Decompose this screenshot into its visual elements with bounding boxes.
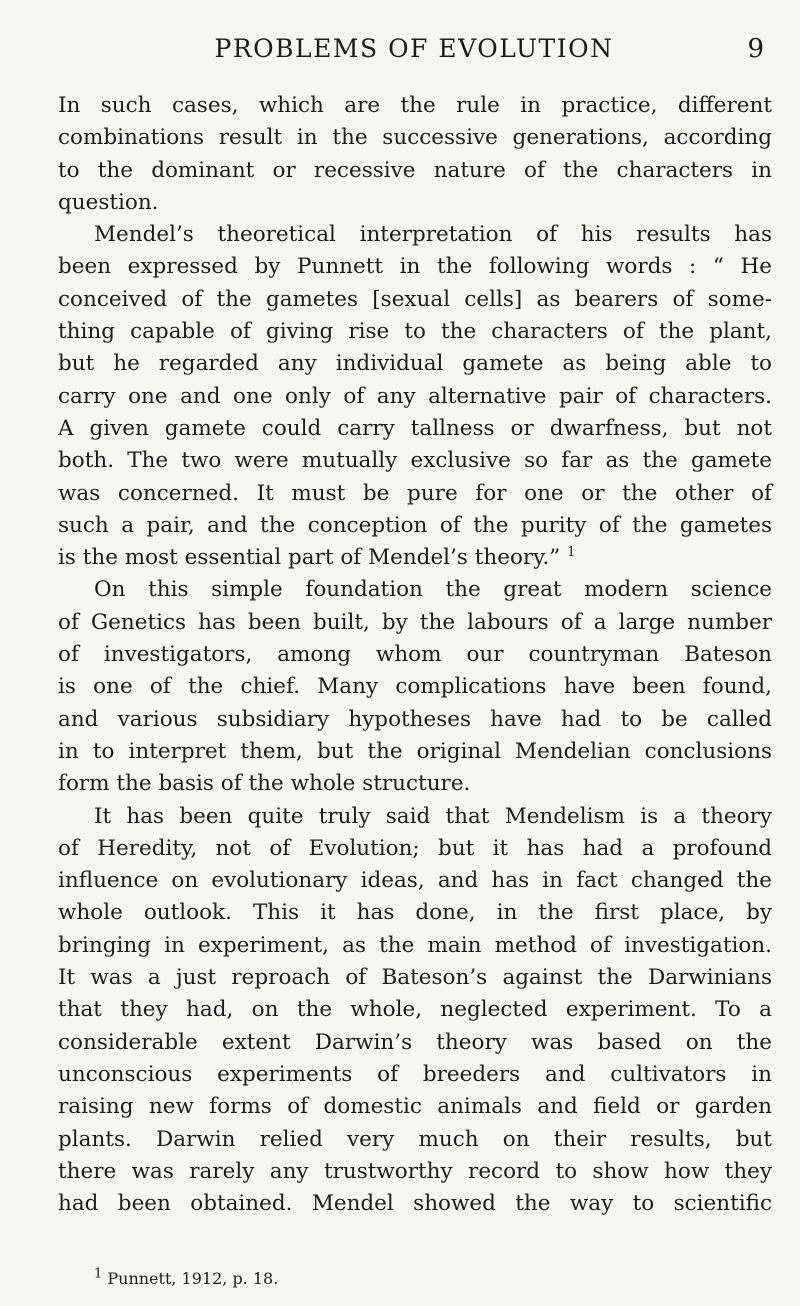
line-text: is the most essential part of Mendel’s theory.” xyxy=(58,545,568,571)
text-line xyxy=(58,1156,772,1188)
text-line xyxy=(58,1091,772,1123)
text-line xyxy=(58,251,772,283)
line-text: and various subsidiary hypotheses have had to be called xyxy=(58,706,772,732)
line-text: was concerned. It must be pure for one or the other of xyxy=(58,480,772,506)
text-line xyxy=(58,994,772,1026)
line-text: unconscious experiments of breeders and cultivators in xyxy=(58,1061,772,1087)
line-text: form the basis of the whole structure. xyxy=(58,771,471,797)
text-line xyxy=(58,1124,772,1156)
line-text: plants. Darwin relied very much on their results, but xyxy=(58,1126,772,1152)
line-text: thing capable of giving rise to the characters of the plant, xyxy=(58,319,772,345)
line-text: is one of the chief. Many complications have been found, xyxy=(58,674,772,700)
line-text: had been obtained. Mendel showed the way to scientific xyxy=(58,1191,772,1217)
footnote-text: Punnett, 1912, p. 18. xyxy=(102,1269,279,1288)
text-line xyxy=(58,90,772,122)
text-line xyxy=(58,284,772,316)
text-line xyxy=(58,574,772,606)
text-line xyxy=(58,413,772,445)
text-line xyxy=(58,639,772,671)
line-text: It was a just reproach of Bateson’s against the Darwinians xyxy=(58,965,772,991)
page-number: 9 xyxy=(747,34,764,64)
line-text: Mendel’s theoretical interpretation of his results has xyxy=(94,222,772,248)
text-line xyxy=(58,155,772,187)
line-text: there was rarely any trustworthy record to show how they xyxy=(58,1158,772,1184)
text-line xyxy=(58,671,772,703)
line-text: conceived of the gametes [sexual cells] as bearers of some- xyxy=(58,286,772,312)
running-title: PROBLEMS OF EVOLUTION xyxy=(214,34,614,63)
running-head xyxy=(58,34,770,74)
line-text: carry one and one only of any alternative pair of characters. xyxy=(58,383,772,409)
text-line xyxy=(58,381,772,413)
text-line xyxy=(58,187,772,219)
footnote-marker: 1 xyxy=(94,1266,103,1282)
text-line xyxy=(58,607,772,639)
text-line xyxy=(58,219,772,251)
line-text: A given gamete could carry tallness or dwarfness, but not xyxy=(58,415,772,441)
line-text: of Genetics has been built, by the labours of a large number xyxy=(58,609,772,635)
line-text: such a pair, and the conception of the purity of the gametes xyxy=(58,512,772,538)
line-text: considerable extent Darwin’s theory was based on the xyxy=(58,1029,772,1055)
line-text: It has been quite truly said that Mendelism is a theory xyxy=(94,803,772,829)
line-text: raising new forms of domestic animals and field or garden xyxy=(58,1094,772,1120)
text-line xyxy=(58,833,772,865)
text-line xyxy=(58,897,772,929)
line-text: of investigators, among whom our countryman Bateson xyxy=(58,642,772,668)
text-line xyxy=(58,542,772,574)
text-line xyxy=(58,316,772,348)
line-text: combinations result in the successive generations, according xyxy=(58,125,772,151)
text-line xyxy=(58,445,772,477)
line-text: In such cases, which are the rule in practice, different xyxy=(58,93,772,118)
text-line xyxy=(58,1188,772,1220)
text-line xyxy=(58,736,772,768)
text-line xyxy=(58,1059,772,1091)
text-line xyxy=(58,962,772,994)
line-text: been expressed by Punnett in the following words : “ He xyxy=(58,254,772,280)
line-text: question. xyxy=(58,189,159,215)
line-text: to the dominant or recessive nature of the characters in xyxy=(58,157,772,183)
text-line xyxy=(58,801,772,833)
line-text: of Heredity, not of Evolution; but it has had a profound xyxy=(58,835,772,861)
line-text: in to interpret them, but the original Mendelian conclusions xyxy=(58,738,772,764)
body-text xyxy=(58,90,772,1220)
text-line xyxy=(58,122,772,154)
line-text: both. The two were mutually exclusive so far as the gamete xyxy=(58,448,772,474)
line-text: influence on evolutionary ideas, and has in fact changed the xyxy=(58,868,772,894)
line-text: On this simple foundation the great modern science xyxy=(94,577,772,603)
line-text: bringing in experiment, as the main method of investigation. xyxy=(58,932,772,958)
text-line xyxy=(58,1027,772,1059)
text-line xyxy=(58,865,772,897)
line-text: whole outlook. This it has done, in the first place, by xyxy=(58,900,772,926)
line-text: that they had, on the whole, neglected experiment. To a xyxy=(58,997,772,1023)
text-line xyxy=(58,768,772,800)
text-line xyxy=(58,510,772,542)
footnote-reference: 1 xyxy=(567,545,576,560)
text-line xyxy=(58,478,772,510)
text-line xyxy=(58,704,772,736)
text-line xyxy=(58,930,772,962)
text-line xyxy=(58,348,772,380)
footnote xyxy=(58,1268,800,1290)
line-text: but he regarded any individual gamete as being able to xyxy=(58,351,772,377)
